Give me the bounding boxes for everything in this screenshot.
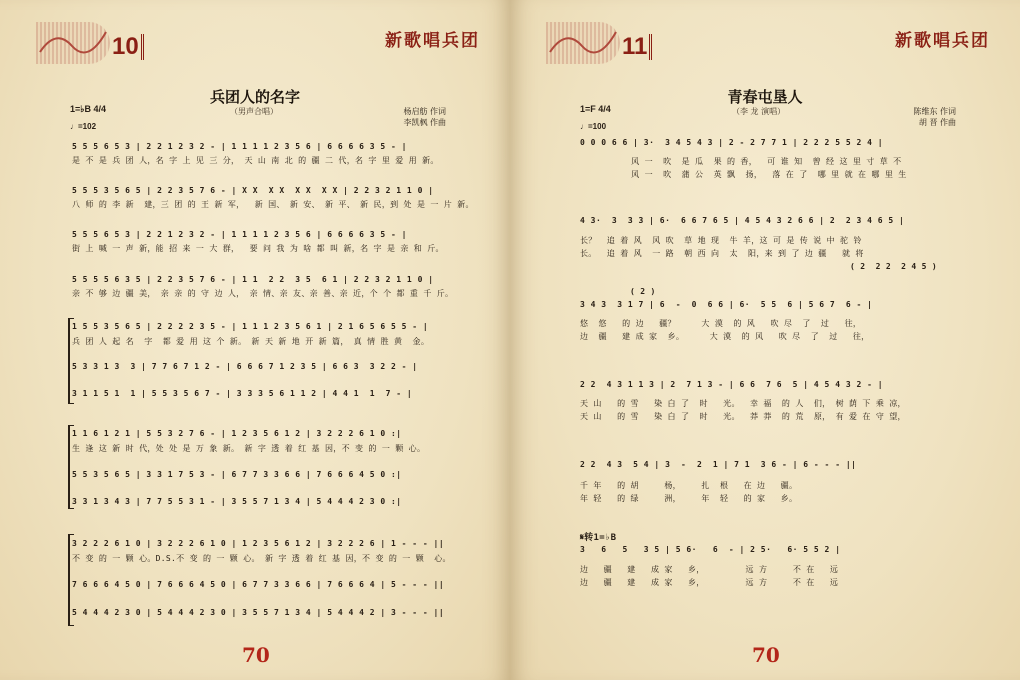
lyric-line: 边 疆 建 成 家 乡， 远 方 不 在 远 bbox=[580, 565, 839, 574]
wave-ornament-icon bbox=[546, 22, 620, 64]
song-title: 兵团人的名字 bbox=[209, 88, 300, 106]
composer-credit: 胡 晋 作曲 bbox=[918, 118, 956, 127]
tempo-marking: ♩=100 bbox=[580, 122, 607, 131]
score-row: 0 0 0 6 6 | 3· 3 4 5 4 3 | 2 - 2 7 7 1 | 2 2 2 5 5 2 4 | bbox=[580, 138, 884, 147]
song-credits bbox=[403, 106, 446, 128]
page-number: 11 bbox=[622, 34, 652, 60]
score-row: 5 4 4 4 2 3 0 | 5 4 4 4 2 3 0 | 3 5 5 7 1 3 4 | 5 4 4 4 2 | 3 - - - || bbox=[72, 608, 445, 617]
lyric-line: 长？ 追 着 风 风 吹 草 地 现 牛 羊，这 可 是 传 说 中 驼 铃 bbox=[580, 236, 862, 245]
anniversary-70-logo bbox=[750, 642, 784, 666]
anniversary-70-text: 70 bbox=[752, 643, 780, 666]
song-title: 青春屯垦人 bbox=[727, 88, 803, 106]
lyric-line: 边 疆 建 成 家 乡， 远 方 不 在 远 bbox=[580, 578, 839, 587]
page-header-banner bbox=[546, 22, 656, 64]
lyric-line: 边 疆 建 成 家 乡。 大 漠 的 风 吹 尽 了 过 往， bbox=[580, 332, 870, 341]
brand-title: 新歌唱兵团 bbox=[895, 31, 990, 51]
score-row: 2 2 4 3 1 1 3 | 2 7 1 3 - | 6 6 7 6 5 | 4 5 4 3 2 - | bbox=[580, 380, 884, 389]
lyric-line: 是 不 是 兵 团 人，名 字 上 见 三 分， 天 山 南 北 的 疆 二 代，名 字 里 爱 用 新。 bbox=[72, 156, 439, 165]
composer-credit: 李凯枫 作曲 bbox=[403, 118, 446, 127]
lyricist-credit: 陈维东 作词 bbox=[913, 107, 956, 116]
wave-ornament-icon bbox=[36, 22, 110, 64]
score-row: 3 3 1 3 4 3 | 7 7 5 5 3 1 - | 3 5 5 7 1 3 4 | 5 4 4 4 2 3 0 :| bbox=[72, 497, 402, 506]
lyric-line: 千 年 的 胡 杨， 扎 根 在 边 疆。 bbox=[580, 481, 798, 490]
lyricist-credit: 杨启舫 作词 bbox=[403, 107, 446, 116]
score-row: 5 3 3 1 3 3 | 7 7 6 7 1 2 - | 6 6 6 7 1 2 3 5 | 6 6 3 3 2 2 - | bbox=[72, 362, 418, 371]
score-row: 2 2 4 3 5 4 | 3 - 2 1 | 7 1 3 6 - | 6 - - - || bbox=[580, 460, 857, 469]
lyric-line: 亲 不 够 边 疆 美， 亲 亲 的 守 边 人， 亲 情、亲 友、亲 善、亲 近，个 个 都 重 千 斤。 bbox=[72, 289, 454, 298]
modulation-mark: 𝄋转1=♭B bbox=[580, 533, 617, 543]
lyric-line: 风 一 吹 是 瓜 果 的 香， 可 谁 知 曾 经 这 里 寸 草 不 bbox=[580, 157, 902, 166]
tempo-marking: ♩=102 bbox=[70, 122, 97, 131]
brand-title: 新歌唱兵团 bbox=[385, 31, 480, 51]
lyric-line: 不 变 的 一 颗 心。D.S.不 变 的 一 颗 心。 新 字 透 着 红 基 因，不 变 的 一 颗 心。 bbox=[72, 554, 451, 563]
score-row: 3 2 2 2 6 1 0 | 3 2 2 2 6 1 0 | 1 2 3 5 6 1 2 | 3 2 2 2 6 | 1 - - - || bbox=[72, 539, 445, 548]
anniversary-70-logo bbox=[240, 642, 274, 666]
lyric-line: 生 逢 这 新 时 代，处 处 是 万 象 新。 新 字 透 着 红 基 因，不 变 的 一 颗 心。 bbox=[72, 444, 426, 453]
lyric-line: 街 上 喊 一 声 新，能 招 来 一 大 群， 要 问 我 为 啥 都 叫 新，名 字 是 亲 和 斤。 bbox=[72, 244, 444, 253]
lyric-line: 风 一 吹 蒲 公 英 飘 扬， 落 在 了 哪 里 就 在 哪 里 生 bbox=[580, 170, 907, 179]
score-row: 3 4 3 3 1 7 | 6 - 0 6 6 | 6· 5 5 6 | 5 6 7 6 - | bbox=[580, 300, 873, 309]
lyric-line: 天 山 的 雪 染 白 了 时 光。 幸 福 的 人 们， 树 荫 下 乘 凉， bbox=[580, 399, 906, 408]
score-row: 1 5 5 3 5 6 5 | 2 2 2 2 3 5 - | 1 1 1 2 3 5 6 1 | 2 1 6 5 6 5 5 - | bbox=[72, 322, 429, 331]
page-number: 10 bbox=[112, 34, 144, 60]
right-page bbox=[510, 0, 1020, 680]
page-header-banner bbox=[36, 22, 146, 64]
score-row: 3 1 1 5 1 1 | 5 5 3 5 6 7 - | 3 3 3 5 6 1 1 2 | 4 4 1 1 7 - | bbox=[72, 389, 413, 398]
score-row: 1 1 6 1 2 1 | 5 5 3 2 7 6 - | 1 2 3 5 6 1 2 | 3 2 2 2 6 1 0 :| bbox=[72, 429, 402, 438]
score-row: 5 5 5 6 5 3 | 2 2 1 2 3 2 - | 1 1 1 1 2 3 5 6 | 6 6 6 6 3 5 - | bbox=[72, 230, 407, 239]
score-row: 5 5 5 3 5 6 5 | 2 2 3 5 7 6 - | X X X X X X X X | 2 2 3 2 1 1 0 | bbox=[72, 186, 434, 195]
lyric-line: 天 山 的 雪 染 白 了 时 光。 莽 莽 的 荒 原， 有 爱 在 守 望， bbox=[580, 412, 906, 421]
lyric-line: 长。 追 着 风 一 路 朝 西 向 太 阳，来 到 了 边 疆 就 将 bbox=[580, 249, 864, 258]
lyric-line: 八 师 的 李 新 建，三 团 的 王 新 军， 新 国、 新 安、 新 平、 新 民，到 处 是 一 片 新。 bbox=[72, 200, 474, 209]
repeat-ending-mark: ( 2 ) bbox=[630, 287, 656, 296]
score-row: 4 3· 3 3 3 | 6· 6 6 7 6 5 | 4 5 4 3 2 6 6 | 2 2 3 4 6 5 | bbox=[580, 216, 905, 225]
lyric-line: 兵 团 人 起 名 字 都 爱 用 这 个 新。 新 天 新 地 开 新 篇， 真 情 胜 黄 金。 bbox=[72, 337, 430, 346]
score-row: 5 5 5 5 6 3 5 | 2 2 3 5 7 6 - | 1 1 2 2 3 5 6 1 | 2 2 3 2 1 1 0 | bbox=[72, 275, 434, 284]
key-signature: 1=F 4/4 bbox=[580, 104, 611, 114]
lyric-line: 年 轻 的 绿 洲， 年 轻 的 家 乡。 bbox=[580, 494, 798, 503]
song-credits bbox=[913, 106, 956, 128]
key-signature: 1=♭B 4/4 bbox=[70, 104, 107, 114]
pickup-notes: ( 2 2 2 2 4 5 ) bbox=[850, 262, 937, 271]
score-row: 7 6 6 6 4 5 0 | 7 6 6 6 4 5 0 | 6 7 7 3 3 6 6 | 7 6 6 6 4 | 5 - - - || bbox=[72, 580, 445, 589]
lyric-line: 悠 悠 的 边 疆？ 大 漠 的 风 吹 尽 了 过 往， bbox=[580, 319, 862, 328]
anniversary-70-text: 70 bbox=[242, 643, 270, 666]
song-subtitle: （男声合唱） bbox=[230, 107, 278, 116]
score-row: 3 6 5 3 5 | 5 6· 6 - | 2 5· 6· 5 5 2 | bbox=[580, 545, 841, 554]
score-row: 5 5 3 5 6 5 | 3 3 1 7 5 3 - | 6 7 7 3 3 6 6 | 7 6 6 6 4 5 0 :| bbox=[72, 470, 402, 479]
song-subtitle: （李 龙 演唱） bbox=[732, 107, 786, 116]
score-row: 5 5 5 6 5 3 | 2 2 1 2 3 2 - | 1 1 1 1 2 3 5 6 | 6 6 6 6 3 5 - | bbox=[72, 142, 407, 151]
